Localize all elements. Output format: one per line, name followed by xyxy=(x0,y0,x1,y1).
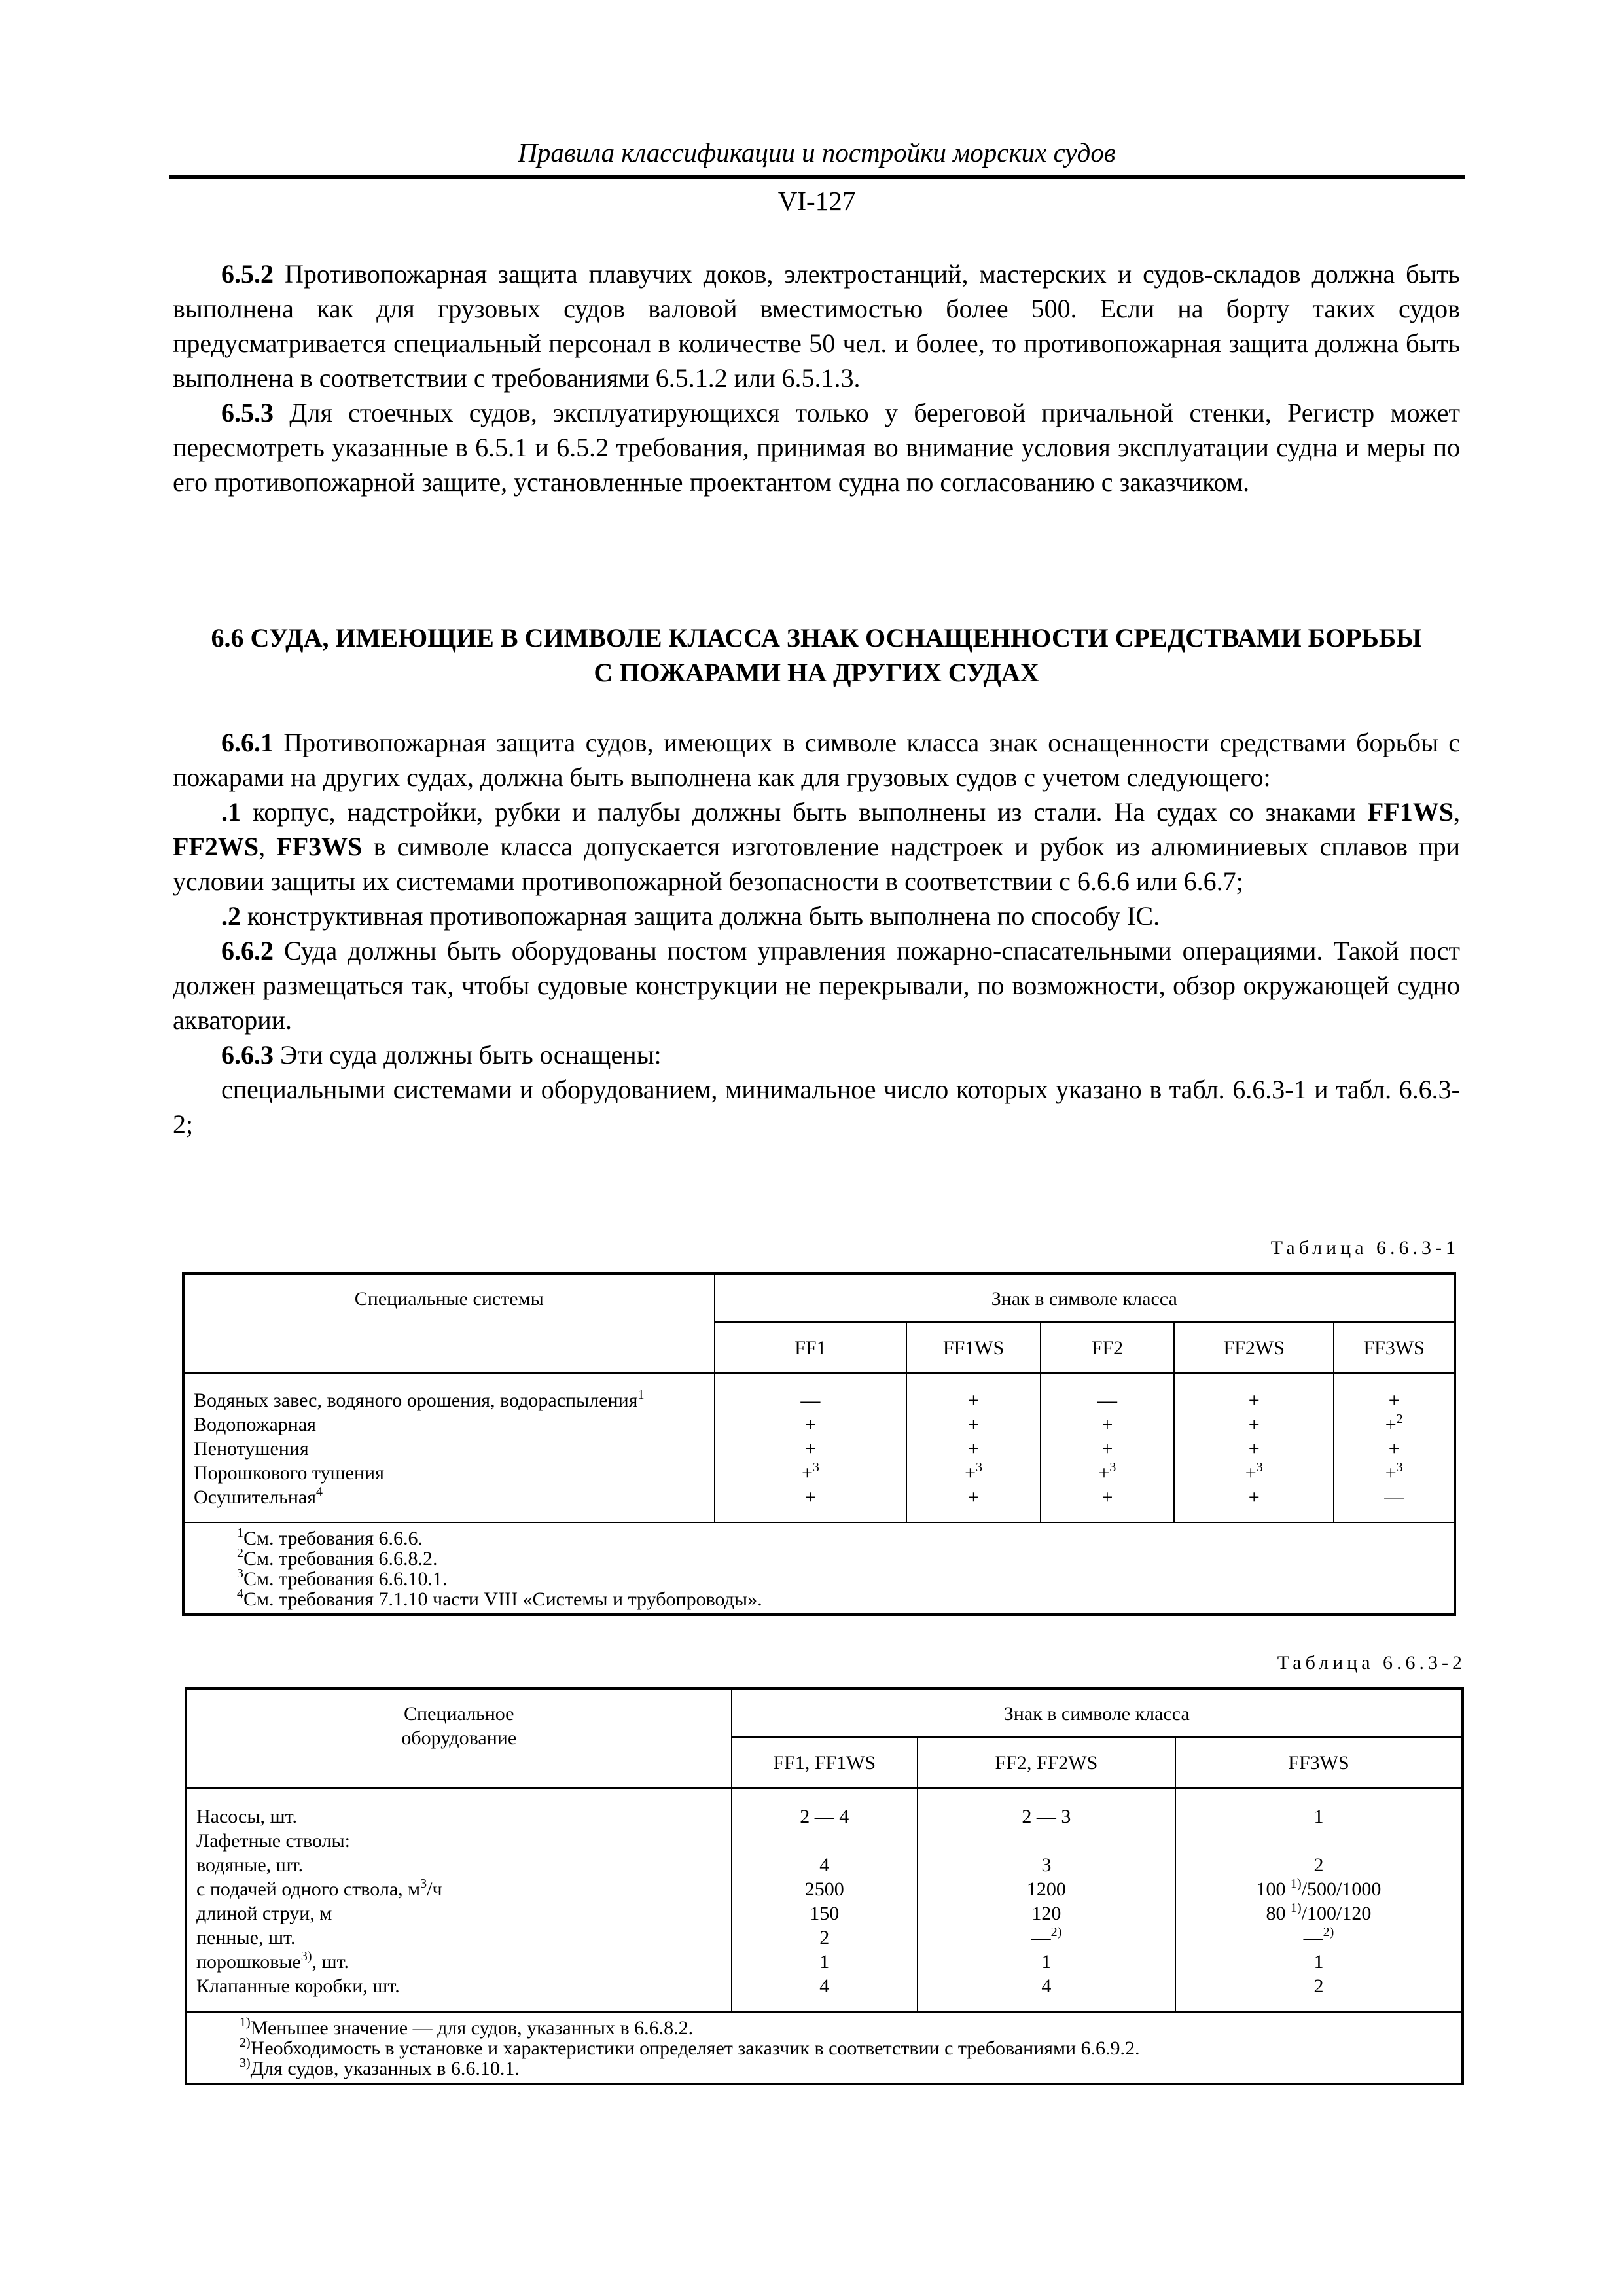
column-header-ff3ws: FF3WS xyxy=(1175,1737,1463,1788)
table-cell: 2 xyxy=(1313,1854,1324,1876)
clause-text: Эти суда должны быть оснащены: xyxy=(274,1040,662,1069)
footnote: $^{1)}$Меньшее значение — для судов, указанных в 6.6.8.2. xyxy=(240,2015,694,2039)
table-cell xyxy=(918,1829,1175,1853)
table-cell: 2 xyxy=(1313,1975,1324,1997)
class-mark-ff3ws: FF3WS xyxy=(276,832,363,861)
table-cell: 100 $^{1)}$/500/1000 xyxy=(1256,1876,1382,1900)
section-heading-6-6 xyxy=(173,620,1460,690)
paragraph-6-5-3 xyxy=(173,395,1460,499)
column-values-ff2-ff2ws xyxy=(918,1788,1175,2012)
table-2-footnotes xyxy=(186,2012,1463,2084)
header-divider xyxy=(169,175,1465,179)
table-cell: — xyxy=(1097,1390,1117,1411)
running-header-title: Правила классификации и постройки морских судов xyxy=(518,137,1116,168)
paragraph-6-6-3-body: специальными системами и оборудованием, минимальное число которых указано в табл. 6.6.3-1 и табл. 6.6.3-2; xyxy=(173,1075,1460,1139)
separator: , xyxy=(259,832,277,861)
column-values-ff1 xyxy=(715,1373,907,1522)
table-cell: 2 xyxy=(819,1927,830,1948)
section-heading-line: 6.6 СУДА, ИМЕЮЩИЕ В СИМВОЛЕ КЛАССА ЗНАК ОСНАЩЕННОСТИ СРЕДСТВАМИ БОРЬБЫ xyxy=(211,623,1422,653)
table-cell: 150 xyxy=(810,1903,840,1924)
table-cell xyxy=(732,1829,917,1853)
page-number: VI-127 xyxy=(777,186,856,216)
table-cell: 4 xyxy=(1041,1975,1052,1997)
table-row-name: Порошкового тушения xyxy=(194,1462,384,1484)
table-cell xyxy=(1176,1829,1461,1853)
column-header-ff1-ff1ws: FF1, FF1WS xyxy=(732,1737,918,1788)
table-row-name: Водяных завес, водяного орошения, водораспыления$^1$ xyxy=(194,1388,645,1411)
table-row-name: Клапанные коробки, шт. xyxy=(196,1975,400,1997)
table-cell: + xyxy=(968,1390,980,1411)
table-row-name: Водопожарная xyxy=(194,1414,316,1435)
table-cell: 120 xyxy=(1031,1903,1061,1924)
table-cell: + xyxy=(1388,1438,1400,1460)
column-values-ff2 xyxy=(1041,1373,1174,1522)
item-number: .2 xyxy=(221,901,241,931)
column-header-ff1ws: FF1WS xyxy=(906,1322,1040,1373)
table-cell: 2 — 4 xyxy=(800,1806,849,1827)
table-cell: 1 xyxy=(1041,1951,1052,1973)
clause-number: 6.6.3 xyxy=(221,1040,274,1069)
table-cell: 2 — 3 xyxy=(1022,1806,1071,1827)
item-text: конструктивная противопожарная защита должна быть выполнена по способу IC. xyxy=(241,901,1160,931)
column-values-ff2ws xyxy=(1174,1373,1334,1522)
table-cell: 80 $^{1)}$/100/120 xyxy=(1266,1901,1372,1924)
table-cell: + xyxy=(1101,1486,1113,1508)
class-mark-ff1ws: FF1WS xyxy=(1367,797,1454,827)
table-cell: — xyxy=(1384,1486,1404,1508)
table-cell: 1200 xyxy=(1026,1878,1066,1900)
table-row-name: порошковые$^{3)}$, шт. xyxy=(196,1949,349,1973)
table-cell: + xyxy=(804,1486,816,1508)
table-row-name: Насосы, шт. xyxy=(196,1806,297,1827)
row-names-column xyxy=(186,1788,732,2012)
table-6-6-3-1 xyxy=(182,1272,1456,1616)
table-row-name: Осушительная$^4$ xyxy=(194,1484,323,1508)
clause-number: 6.5.2 xyxy=(221,259,274,289)
table-cell: 4 xyxy=(819,1975,830,1997)
table-cell: + xyxy=(1248,1390,1260,1411)
clause-text: Суда должны быть оборудованы постом управления пожарно-спасательными операциями. Такой пост должен размещаться так, чтобы судовые конструкции не перекрывали, по возможности, обзор окружающей судно акватории. xyxy=(173,936,1460,1035)
paragraph-6-6-2 xyxy=(173,933,1460,1037)
table-row-name: Лафетные стволы: xyxy=(196,1830,351,1852)
footnote: $^2$См. требования 6.6.8.2. xyxy=(237,1546,438,1570)
list-item-1 xyxy=(173,795,1460,899)
table-cell: +$^3$ xyxy=(1245,1460,1263,1484)
table-cell: +$^3$ xyxy=(965,1460,983,1484)
table-cell: + xyxy=(1248,1486,1260,1508)
table-row-name: пенные, шт. xyxy=(196,1927,296,1948)
column-header-systems: Специальные системы xyxy=(183,1274,715,1373)
table-cell: —$^{2)}$ xyxy=(1303,1925,1334,1948)
column-values-ff1ws xyxy=(906,1373,1040,1522)
column-values-ff1-ff1ws xyxy=(732,1788,918,2012)
table-1-footnotes xyxy=(183,1522,1455,1615)
table-row-name: Пенотушения xyxy=(194,1438,309,1460)
row-names-column xyxy=(183,1373,715,1522)
clause-text: Противопожарная защита плавучих доков, электростанций, мастерских и судов-складов должна быть выполнена как для грузовых судов валовой вместимостью более 500. Если на борту таких судов предусматривается специальный персонал в количестве 50 чел. и более, то противопожарная защита должна быть выполнена в соответствии с требованиями 6.5.1.2 или 6.5.1.3. xyxy=(173,259,1460,393)
column-header-ff2: FF2 xyxy=(1041,1322,1174,1373)
table-cell: + xyxy=(1388,1390,1400,1411)
table-cell: + xyxy=(968,1438,980,1460)
table-6-6-3-2 xyxy=(185,1687,1464,2085)
column-header-equipment: Специальное оборудование xyxy=(186,1689,732,1788)
paragraphs-6-6 xyxy=(173,725,1460,1141)
table-cell: 3 xyxy=(1041,1854,1052,1876)
clause-number: 6.6.2 xyxy=(221,936,274,965)
table-cell: + xyxy=(1101,1438,1113,1460)
table-row-name: с подачей одного ствола, $м^3/ч$ xyxy=(196,1876,442,1900)
table-1-caption: Таблица 6.6.3-1 xyxy=(1270,1237,1459,1259)
column-values-ff3ws xyxy=(1334,1373,1455,1522)
item-number: .1 xyxy=(221,797,241,827)
footnote: $^4$См. требования 7.1.10 части VIII «Системы и трубопроводы». xyxy=(237,1587,762,1610)
table-row-name: длиной струи, м xyxy=(196,1903,332,1924)
table-cell: + xyxy=(1101,1414,1113,1435)
table-2-caption: Таблица 6.6.3-2 xyxy=(1277,1652,1466,1674)
footnote: $^3$См. требования 6.6.10.1. xyxy=(237,1566,448,1590)
table-cell: + xyxy=(1248,1414,1260,1435)
table-cell: + xyxy=(804,1438,816,1460)
clause-number: 6.5.3 xyxy=(221,398,274,427)
list-item-2 xyxy=(173,899,1460,933)
paragraphs-6-5 xyxy=(173,257,1460,499)
item-text: корпус, надстройки, рубки и палубы должны быть выполнены из стали. На судах со знаками xyxy=(241,797,1368,827)
paragraph-6-6-1 xyxy=(173,725,1460,795)
table-cell: +$^2$ xyxy=(1385,1412,1403,1435)
table-cell: + xyxy=(968,1414,980,1435)
column-header-ff3ws: FF3WS xyxy=(1334,1322,1455,1373)
table-cell: 1 xyxy=(819,1951,830,1973)
paragraph-6-5-2 xyxy=(173,257,1460,395)
clause-text: Для стоечных судов, эксплуатирующихся только у береговой причальной стенки, Регистр может пересмотреть указанные в 6.5.1 и 6.5.2 требования, принимая во внимание условия эксплуатации судна и меры по его противопожарной защите, установленные проектантом судна по согласованию с заказчиком. xyxy=(173,398,1460,497)
table-cell: 1 xyxy=(1313,1951,1324,1973)
table-row-name: водяные, шт. xyxy=(196,1854,304,1876)
column-header-ff2-ff2ws: FF2, FF2WS xyxy=(918,1737,1175,1788)
table-cell: + xyxy=(804,1414,816,1435)
column-header-ff2ws: FF2WS xyxy=(1174,1322,1334,1373)
footnote: $^{2)}$Необходимость в установке и характеристики определяет заказчик в соответствии с требованиями 6.6.9.2. xyxy=(240,2036,1140,2059)
table-cell: 1 xyxy=(1313,1806,1324,1827)
paragraph-6-6-3 xyxy=(173,1037,1460,1072)
footnote: $^{3)}$Для судов, указанных в 6.6.10.1. xyxy=(240,2056,520,2079)
table-cell: + xyxy=(1248,1438,1260,1460)
class-mark-ff2ws: FF2WS xyxy=(173,832,259,861)
column-group-header: Знак в символе класса xyxy=(732,1689,1463,1737)
table-cell: — xyxy=(800,1390,821,1411)
table-cell: 2500 xyxy=(804,1878,844,1900)
clause-text: Противопожарная защита судов, имеющих в символе класса знак оснащенности средствами борьбы с пожарами на других судах, должна быть выполнена как для грузовых судов с учетом следующего: xyxy=(173,728,1460,792)
item-text: в символе класса допускается изготовление надстроек и рубок из алюминиевых сплавов при условии защиты их системами противопожарной безопасности в соответствии с 6.6.6 или 6.6.7; xyxy=(173,832,1461,896)
table-cell: +$^3$ xyxy=(1098,1460,1116,1484)
column-group-header: Знак в символе класса xyxy=(715,1274,1455,1322)
separator: , xyxy=(1454,797,1460,827)
table-cell: +$^3$ xyxy=(1385,1460,1403,1484)
clause-number: 6.6.1 xyxy=(221,728,274,757)
table-cell: 4 xyxy=(819,1854,830,1876)
table-cell: + xyxy=(968,1486,980,1508)
column-header-ff1: FF1 xyxy=(715,1322,907,1373)
table-cell: —$^{2)}$ xyxy=(1031,1925,1062,1948)
footnote: $^1$См. требования 6.6.6. xyxy=(237,1526,423,1549)
table-cell: +$^3$ xyxy=(801,1460,819,1484)
section-heading-line: С ПОЖАРАМИ НА ДРУГИХ СУДАХ xyxy=(594,658,1039,687)
column-values-ff3ws xyxy=(1175,1788,1463,2012)
